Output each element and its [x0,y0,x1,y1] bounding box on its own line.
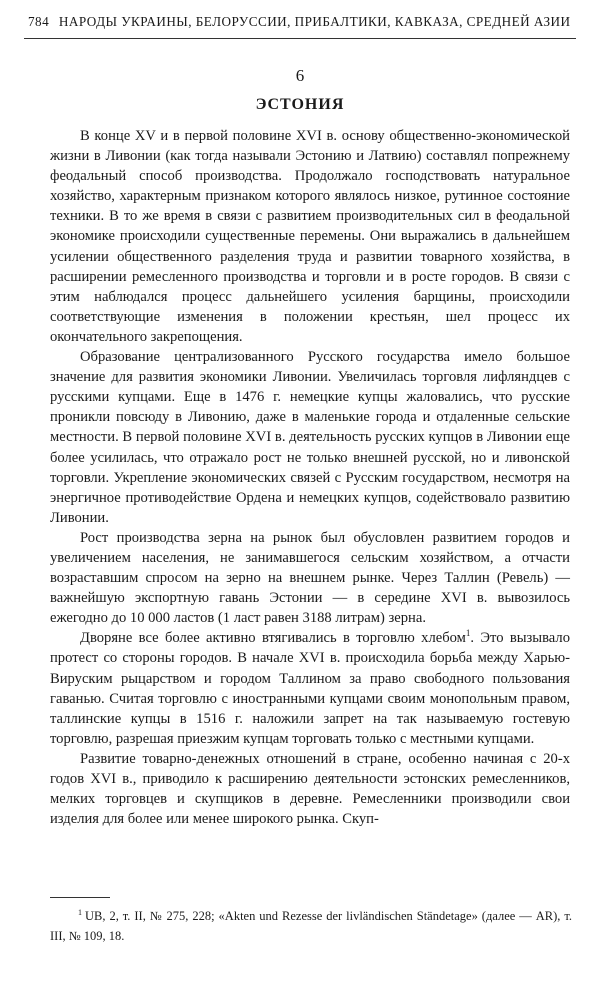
footnote-reference[interactable]: 1 [465,628,471,639]
chapter-title: ЭСТОНИЯ [255,96,345,113]
paragraph-text: . Это вызывало протест со стороны городов. В начале XVI в. происходила борьба между Харью-Вируским рыцарством и городом Таллином за право свободного пользования гаванью. Считая торговлю с иностранными купцами своим монопольным правом, таллинские купцы в 1516 г. наложили запрет на так называемую гостевую торговлю, разрешая приезжим купцам торговать только с местными купцами. [50,630,570,747]
page-number: 784 [28,14,50,29]
chapter-number: 6 [295,66,305,85]
running-title: НАРОДЫ УКРАИНЫ, БЕЛОРУССИИ, ПРИБАЛТИКИ, КАВКАЗА, СРЕДНЕЙ АЗИИ [58,14,571,29]
paragraph: В конце XV и в первой половине XVI в. основу общественно-экономической жизни в Ливонии (как тогда называли Эстонию и Латвию) составлял попрежнему феодальный способ производства. Продолжало господствовать натуральное хозяйство, характерным признаком которого являлось низкое, рутинное состояние техники. В то же время в связи с развитием производительных сил в феодальной экономике происходили существенные перемены. Они выражались в дальнейшем усилении общественного разделения труда и развитии товарного хозяйства, в расширении ремесленного производства и торговли и в росте городов. В связи с этим наблюдался процесс дальнейшего усиления барщины, происходили соответствующие изменения в положении крестьян, шел процесс их окончательного закрепощения. [50,128,570,345]
running-header [28,14,573,30]
header-rule [24,38,576,39]
paragraph: Рост производства зерна на рынок был обусловлен развитием городов и увеличением населения, не занимавшегося сельским хозяйством, а отчасти возраставшим спросом на зерно на внешнем рынке. Через Таллин (Ревель) — важнейшую экспортную гавань Эстонии — в середине XVI в. вывозилось ежегодно до 10 000 ластов (1 ласт равен 3188 литрам) зерна. [50,529,570,627]
footnote-rule [50,897,110,898]
footnote-paragraph [50,906,572,946]
footnote [50,906,572,946]
footnote-marker: 1 [78,907,82,917]
footnote-text: UB, 2, т. II, № 275, 228; «Akten und Rezesse der livländischen Ständetage» (далее — AR), т. III, № 109, 18. [50,909,572,943]
body-text [50,126,570,829]
paragraph: Образование централизованного Русского государства имело большое значение для развития экономики Ливонии. Увеличилась торговля лифляндцев с русскими купцами. Еще в 1476 г. немецкие купцы жаловались, что русские проникли повсюду в Ливонию, даже в маленькие города и отдаленные сельские местности. В первой половине XVI в. деятельность русских купцов в Ливонии еще более усилилась, что отражало рост не только внешней русской, но и ливонской торговли. Укрепление экономических связей с Русским государством, несмотря на энергичное противодействие Ордена и немецких купцов, содействовало развитию Ливонии. [50,349,570,526]
paragraph [50,628,570,749]
paragraph: Развитие товарно-денежных отношений в стране, особенно начиная с 20-х годов XVI в., приводило к расширению деятельности эстонских ремесленников, мелких торговцев и скупщиков в деревне. Ремесленники производили свои изделия для более или менее широкого рынка. Скуп- [50,750,570,828]
paragraph-text: Дворяне все более активно втягивались в торговлю хлебом [80,630,466,647]
